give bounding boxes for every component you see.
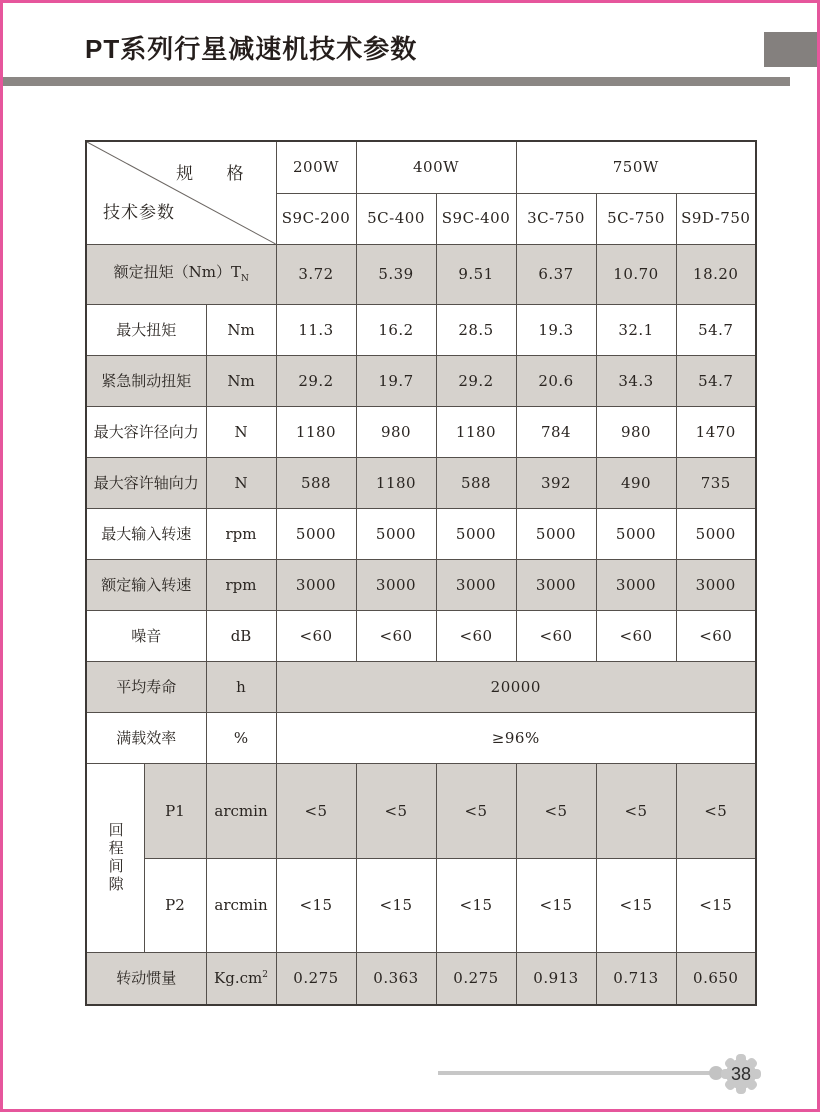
gear-page-badge — [719, 1052, 763, 1096]
row-radial-force — [86, 407, 756, 458]
row-max-input-speed — [86, 509, 756, 560]
value-cell: 0.650 — [676, 953, 756, 1005]
unit-cell: $Kg.cm^2$ — [206, 953, 276, 1005]
row-label: 额定输入转速 — [86, 560, 206, 611]
row-label: 额定扭矩$(Nm)T_N$ — [86, 244, 276, 304]
model-header: S9C-400 — [436, 193, 516, 244]
value-cell: <15 — [676, 858, 756, 952]
value-cell: 19.7 — [356, 356, 436, 407]
row-brake-torque — [86, 356, 756, 407]
value-cell: 28.5 — [436, 304, 516, 355]
value-cell: <60 — [356, 611, 436, 662]
value-cell: 980 — [356, 407, 436, 458]
corner-label-params: 技术参数 — [103, 202, 175, 223]
value-cell: <60 — [436, 611, 516, 662]
row-label: 平均寿命 — [86, 662, 206, 713]
value-cell: <15 — [596, 858, 676, 952]
row-rated-torque — [86, 244, 756, 304]
unit-cell: rpm — [206, 509, 276, 560]
value-cell: 54.7 — [676, 356, 756, 407]
value-cell: 5000 — [276, 509, 356, 560]
value-cell: 784 — [516, 407, 596, 458]
value-cell: 54.7 — [676, 304, 756, 355]
value-cell: 9.51 — [436, 244, 516, 304]
row-label: 满载效率 — [86, 713, 206, 764]
value-cell: <60 — [676, 611, 756, 662]
model-header: 5C-750 — [596, 193, 676, 244]
value-cell: 1180 — [356, 458, 436, 509]
model-header: 5C-400 — [356, 193, 436, 244]
value-cell: 3000 — [516, 560, 596, 611]
merged-value-cell: ≥96% — [276, 713, 756, 764]
row-label: 最大容许径向力 — [86, 407, 206, 458]
row-max-torque — [86, 304, 756, 355]
row-label: 最大扭矩 — [86, 304, 206, 355]
value-cell: 29.2 — [436, 356, 516, 407]
value-cell: 11.3 — [276, 304, 356, 355]
row-backlash-p2 — [86, 858, 756, 952]
row-label: 最大输入转速 — [86, 509, 206, 560]
value-cell: 3000 — [356, 560, 436, 611]
value-cell: 10.70 — [596, 244, 676, 304]
value-cell: 588 — [436, 458, 516, 509]
value-cell: 6.37 — [516, 244, 596, 304]
model-header: 3C-750 — [516, 193, 596, 244]
value-cell: 16.2 — [356, 304, 436, 355]
backlash-group-label: 回程间隙 — [86, 764, 144, 953]
header-row-groups — [86, 141, 756, 193]
value-cell: <5 — [276, 764, 356, 858]
corner-label-spec: 规 格 — [176, 164, 258, 184]
row-efficiency — [86, 713, 756, 764]
value-cell: 3.72 — [276, 244, 356, 304]
header-rule-bar — [3, 77, 790, 86]
value-cell: 3000 — [596, 560, 676, 611]
sub-row-label: P1 — [144, 764, 206, 858]
value-cell: 32.1 — [596, 304, 676, 355]
value-cell: <5 — [676, 764, 756, 858]
value-cell: <5 — [356, 764, 436, 858]
value-cell: <5 — [516, 764, 596, 858]
value-cell: 29.2 — [276, 356, 356, 407]
value-cell: 18.20 — [676, 244, 756, 304]
sub-row-label: P2 — [144, 858, 206, 952]
value-cell: <15 — [276, 858, 356, 952]
value-cell: 5000 — [596, 509, 676, 560]
value-cell: 5.39 — [356, 244, 436, 304]
value-cell: 5000 — [436, 509, 516, 560]
row-axial-force — [86, 458, 756, 509]
value-cell: 392 — [516, 458, 596, 509]
unit-cell: dB — [206, 611, 276, 662]
value-cell: 0.275 — [276, 953, 356, 1005]
unit-cell: arcmin — [206, 764, 276, 858]
row-average-life — [86, 662, 756, 713]
model-header: S9C-200 — [276, 193, 356, 244]
value-cell: 0.275 — [436, 953, 516, 1005]
spec-table — [85, 140, 757, 1006]
row-inertia — [86, 953, 756, 1005]
value-cell: 735 — [676, 458, 756, 509]
unit-cell: Nm — [206, 356, 276, 407]
value-cell: 34.3 — [596, 356, 676, 407]
model-header: S9D-750 — [676, 193, 756, 244]
diagonal-divider — [87, 142, 276, 244]
value-cell: 3000 — [676, 560, 756, 611]
value-cell: 19.3 — [516, 304, 596, 355]
value-cell: 20.6 — [516, 356, 596, 407]
unit-cell: arcmin — [206, 858, 276, 952]
value-cell: 1180 — [276, 407, 356, 458]
value-cell: 1180 — [436, 407, 516, 458]
value-cell: <60 — [276, 611, 356, 662]
footer-rule — [438, 1071, 716, 1075]
row-label: 最大容许轴向力 — [86, 458, 206, 509]
unit-cell: % — [206, 713, 276, 764]
row-label: 转动惯量 — [86, 953, 206, 1005]
merged-value-cell: 20000 — [276, 662, 756, 713]
value-cell: <5 — [596, 764, 676, 858]
value-cell: 980 — [596, 407, 676, 458]
value-cell: 3000 — [276, 560, 356, 611]
row-backlash-p1 — [86, 764, 756, 858]
value-cell: 5000 — [356, 509, 436, 560]
value-cell: <15 — [516, 858, 596, 952]
row-label: 噪音 — [86, 611, 206, 662]
row-label: 紧急制动扭矩 — [86, 356, 206, 407]
value-cell: 490 — [596, 458, 676, 509]
unit-cell: N — [206, 407, 276, 458]
value-cell: 588 — [276, 458, 356, 509]
group-header-200w: 200W — [276, 141, 356, 193]
unit-cell: Nm — [206, 304, 276, 355]
value-cell: 0.913 — [516, 953, 596, 1005]
value-cell: 5000 — [676, 509, 756, 560]
value-cell: 0.713 — [596, 953, 676, 1005]
value-cell: 5000 — [516, 509, 596, 560]
group-header-400w: 400W — [356, 141, 516, 193]
row-noise — [86, 611, 756, 662]
unit-cell: rpm — [206, 560, 276, 611]
page-title: PT系列行星减速机技术参数 — [85, 34, 418, 64]
page-number: 38 — [730, 1063, 752, 1084]
value-cell: 3000 — [436, 560, 516, 611]
row-rated-input-speed — [86, 560, 756, 611]
value-cell: 0.363 — [356, 953, 436, 1005]
corner-cell — [86, 141, 276, 244]
value-cell: <60 — [596, 611, 676, 662]
group-header-750w: 750W — [516, 141, 756, 193]
value-cell: <15 — [356, 858, 436, 952]
value-cell: <15 — [436, 858, 516, 952]
value-cell: <5 — [436, 764, 516, 858]
header-corner-block — [764, 32, 817, 67]
unit-cell: N — [206, 458, 276, 509]
unit-cell: h — [206, 662, 276, 713]
value-cell: 1470 — [676, 407, 756, 458]
value-cell: <60 — [516, 611, 596, 662]
